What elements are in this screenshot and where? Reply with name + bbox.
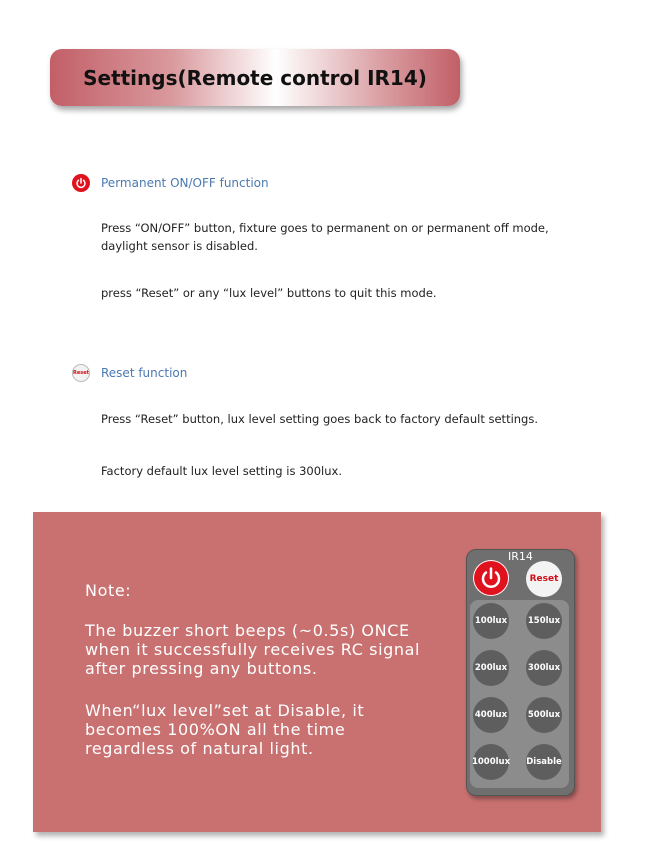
remote-keypad [470, 600, 569, 788]
remote-model: IR14 [508, 550, 533, 563]
remote-reset-button[interactable]: Reset [526, 561, 562, 597]
note-heading: Note: [85, 581, 132, 600]
lux-300-button[interactable]: 300lux [526, 650, 562, 686]
lux-150-button[interactable]: 150lux [526, 603, 562, 639]
power-icon [479, 566, 503, 590]
page-title: Settings(Remote control IR14) [83, 65, 427, 90]
lux-1000-button[interactable]: 1000lux [473, 744, 509, 780]
title-banner [50, 49, 460, 106]
note-box [33, 512, 601, 832]
disable-button[interactable]: Disable [526, 744, 562, 780]
reset-description: Press “Reset” button, lux level setting goes back to factory default settings. [101, 412, 539, 426]
section-reset-heading [72, 364, 187, 382]
reset-default-note: Factory default lux level setting is 300lux. [101, 464, 342, 478]
reset-icon: Reset [72, 364, 90, 382]
remote-power-button[interactable] [473, 560, 509, 596]
section-reset-title: Reset function [101, 366, 188, 380]
note-disable: When“lux level”set at Disable, it becomes 100%ON all the time regardless of natural light. [85, 701, 365, 758]
lux-400-button[interactable]: 400lux [473, 697, 509, 733]
remote-control [466, 549, 575, 796]
lux-200-button[interactable]: 200lux [473, 650, 509, 686]
section-onoff-title: Permanent ON/OFF function [101, 176, 269, 190]
onoff-quit-note: press “Reset” or any “lux level” buttons to quit this mode. [101, 286, 437, 300]
lux-100-button[interactable]: 100lux [473, 603, 509, 639]
section-onoff-heading [72, 174, 269, 192]
onoff-description: Press “ON/OFF” button, fixture goes to permanent on or permanent off mode, daylight sensor is disabled. [101, 221, 549, 253]
note-buzzer: The buzzer short beeps (~0.5s) ONCE when it successfully receives RC signal after pressing any buttons. [85, 621, 421, 678]
power-icon [72, 174, 90, 192]
lux-500-button[interactable]: 500lux [526, 697, 562, 733]
